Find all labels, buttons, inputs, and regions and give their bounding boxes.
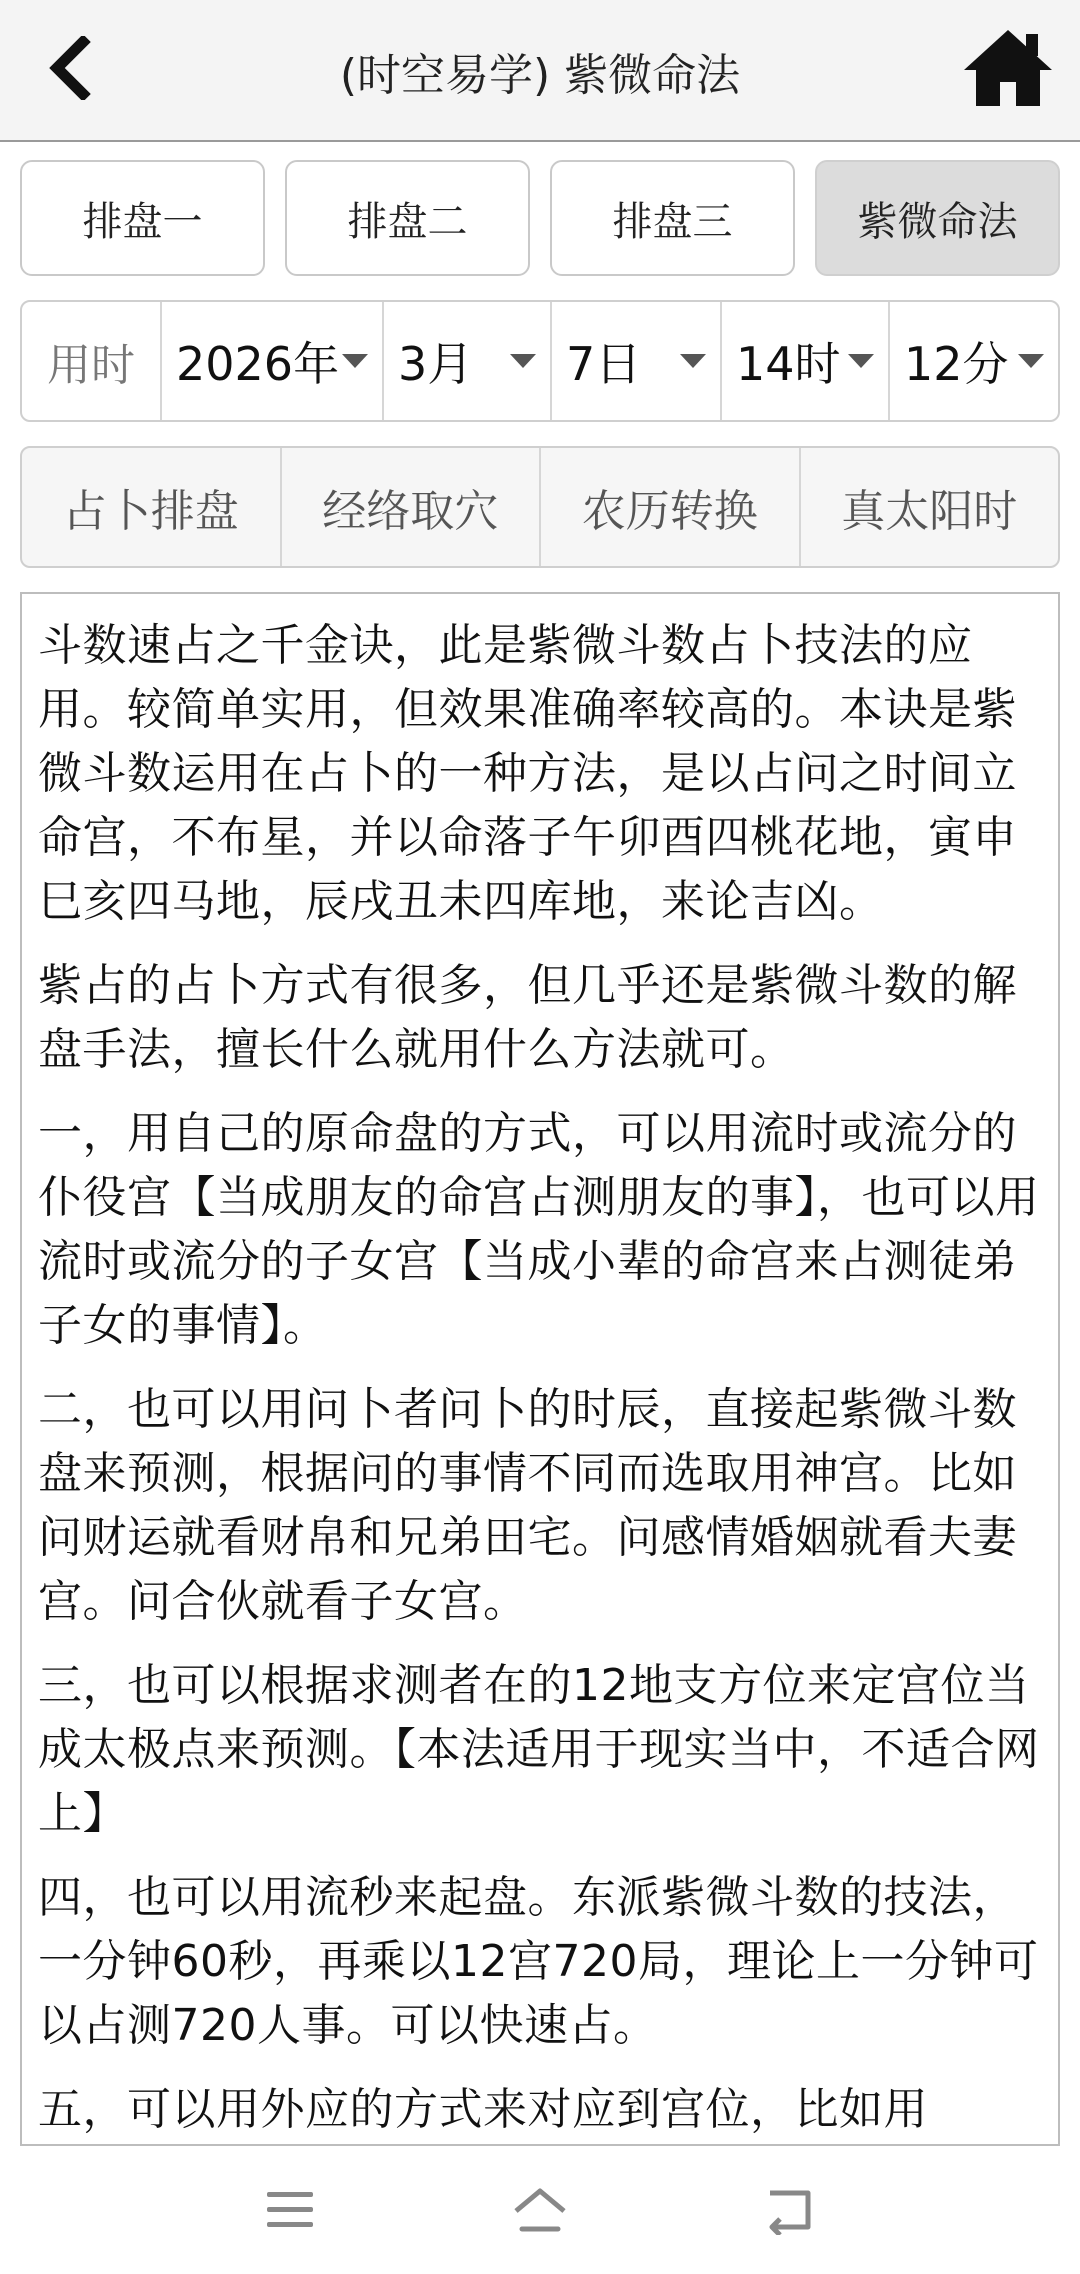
home-icon [960, 26, 1056, 108]
action-bar [20, 446, 1060, 568]
chevron-left-icon [45, 36, 95, 100]
paragraph: 斗数速占之千金诀，此是紫微斗数占卜技法的应用。较简单实用，但效果准确率较高的。本诀是紫微斗数运用在占卜的一种方法，是以占问之时间立命宫，不布星，并以命落子午卯酉四桃花地，寅申巳亥四马地，辰戌丑未四库地，来论吉凶。 [38, 620, 1017, 927]
paragraph: 一，用自己的原命盘的方式，可以用流时或流分的仆役宫【当成朋友的命宫占测朋友的事】，也可以用流时或流分的子女宫【当成小辈的命宫来占测徒弟子女的事情】。 [38, 1108, 1040, 1351]
year-select[interactable] [162, 302, 384, 420]
home-outline-icon [510, 2185, 570, 2235]
acupoint-button[interactable]: 经络取穴 [282, 448, 542, 566]
app-header [0, 0, 1080, 142]
minute-select[interactable] [890, 302, 1058, 420]
system-nav-bar [0, 2146, 1080, 2274]
paragraph: 三，也可以根据求测者在的12地支方位来定宫位当成太极点来预测。【本法适用于现实当中，不适合网上】 [38, 1660, 1040, 1839]
home-button[interactable] [958, 22, 1058, 112]
back-icon [762, 2185, 818, 2235]
time-label: 用时 [22, 302, 162, 420]
hour-value: 14时 [736, 337, 841, 391]
article-content[interactable] [20, 592, 1060, 2146]
time-selector [20, 300, 1060, 422]
tab-chart-3[interactable]: 排盘三 [550, 160, 795, 276]
dropdown-caret-icon [342, 354, 368, 368]
paragraph: 紫占的占卜方式有很多，但几乎还是紫微斗数的解盘手法，擅长什么就用什么方法就可。 [38, 960, 1017, 1075]
month-value: 3月 [398, 337, 474, 391]
paragraph: 四，也可以用流秒来起盘。东派紫微斗数的技法，一分钟60秒，再乘以12宫720局，理论上一分钟可以占测720人事。可以快速占。 [38, 1872, 1039, 2051]
page-title: (时空易学) 紫微命法 [339, 50, 741, 101]
tab-chart-1[interactable]: 排盘一 [20, 160, 265, 276]
solar-time-button[interactable]: 真太阳时 [841, 486, 1018, 537]
dropdown-caret-icon [848, 354, 874, 368]
day-value: 7日 [566, 337, 642, 391]
paragraph: 五，可以用外应的方式来对应到宫位，比如用 [38, 2084, 928, 2135]
hour-select[interactable] [722, 302, 890, 420]
tab-chart-2[interactable]: 排盘二 [285, 160, 530, 276]
system-home-button[interactable] [505, 2175, 575, 2245]
year-value: 2026年 [176, 337, 340, 391]
minute-value: 12分 [904, 337, 1009, 391]
dropdown-caret-icon [510, 354, 536, 368]
chart-tabs [20, 160, 1060, 276]
day-select[interactable] [552, 302, 722, 420]
back-button[interactable] [30, 28, 110, 108]
paragraph: 二，也可以用问卜者问卜的时辰，直接起紫微斗数盘来预测，根据问的事情不同而选取用神宫。比如问财运就看财帛和兄弟田宅。问感情婚姻就看夫妻宫。问合伙就看子女宫。 [38, 1384, 1017, 1627]
menu-icon [265, 2188, 315, 2232]
month-select[interactable] [384, 302, 552, 420]
tab-ziwei[interactable]: 紫微命法 [815, 160, 1060, 276]
lunar-convert-button[interactable]: 农历转换 [541, 448, 801, 566]
dropdown-caret-icon [1018, 354, 1044, 368]
system-back-button[interactable] [755, 2175, 825, 2245]
dropdown-caret-icon [680, 354, 706, 368]
recent-apps-button[interactable] [255, 2175, 325, 2245]
divination-chart-button[interactable]: 占卜排盘 [22, 448, 282, 566]
